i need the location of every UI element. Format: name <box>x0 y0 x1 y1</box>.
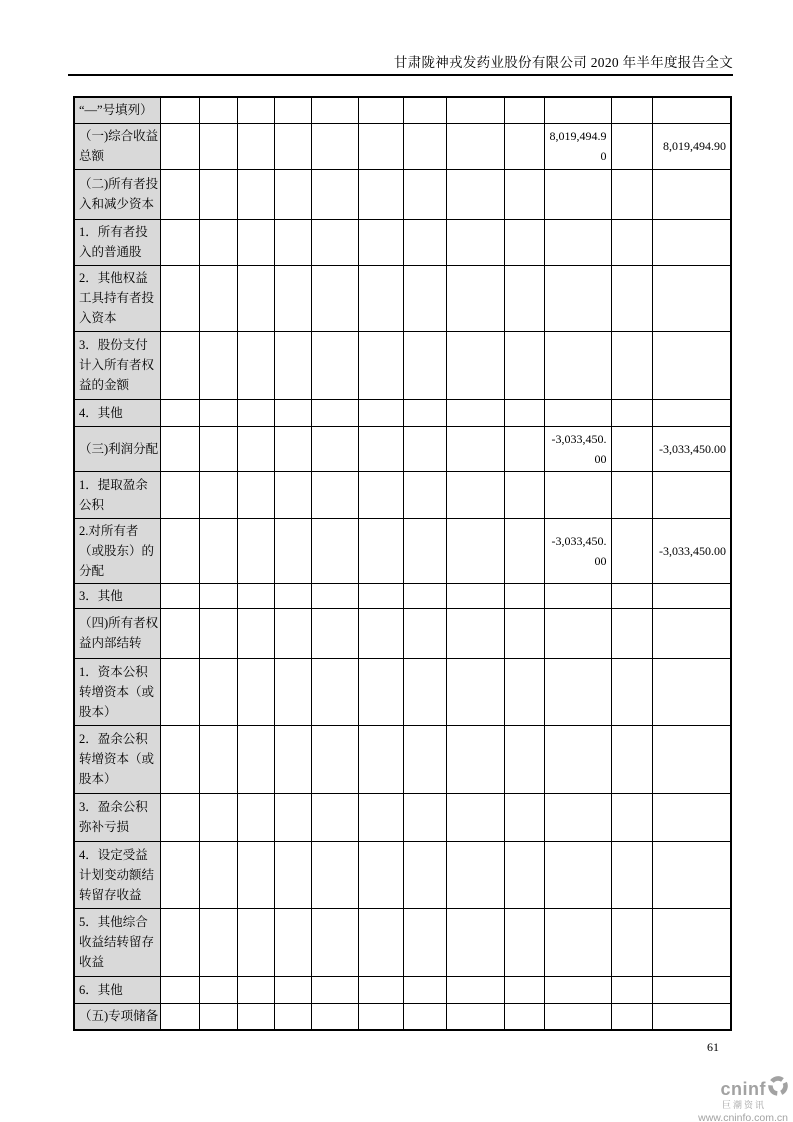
data-cell <box>611 725 652 793</box>
row-label: 2．盈余公积转增资本（或股本） <box>74 725 160 793</box>
table-row <box>74 1003 731 1030</box>
data-cell <box>403 123 446 169</box>
row-label: 1．资本公积转增资本（或股本） <box>74 658 160 725</box>
table-row <box>74 725 731 793</box>
table-row <box>74 169 731 219</box>
data-cell <box>160 841 199 908</box>
data-cell <box>274 841 311 908</box>
data-cell <box>403 219 446 265</box>
data-cell <box>652 725 731 793</box>
row-label: 6．其他 <box>74 976 160 1003</box>
data-cell <box>504 908 544 976</box>
data-cell <box>160 1003 199 1030</box>
data-cell <box>652 583 731 608</box>
data-cell <box>199 725 237 793</box>
data-cell <box>611 841 652 908</box>
data-cell <box>311 583 358 608</box>
table-row <box>74 608 731 658</box>
table-row <box>74 399 731 426</box>
data-cell <box>237 518 274 583</box>
data-cell <box>446 471 504 518</box>
data-cell <box>504 583 544 608</box>
data-cell <box>311 658 358 725</box>
data-cell <box>160 265 199 331</box>
data-cell <box>237 658 274 725</box>
data-cell <box>611 1003 652 1030</box>
data-cell <box>446 841 504 908</box>
data-cell <box>504 471 544 518</box>
data-cell <box>611 265 652 331</box>
data-cell <box>237 399 274 426</box>
data-cell <box>544 583 611 608</box>
data-cell <box>311 908 358 976</box>
table-row <box>74 331 731 399</box>
data-cell <box>274 793 311 841</box>
data-cell: -3,033,450.00 <box>544 426 611 471</box>
table-row <box>74 471 731 518</box>
data-cell <box>160 331 199 399</box>
data-cell <box>504 976 544 1003</box>
row-label: 1．提取盈余公积 <box>74 471 160 518</box>
data-cell <box>504 265 544 331</box>
data-cell <box>274 471 311 518</box>
data-cell <box>237 97 274 123</box>
data-cell <box>274 608 311 658</box>
table-row <box>74 123 731 169</box>
data-cell <box>199 658 237 725</box>
data-cell <box>446 976 504 1003</box>
table-row <box>74 841 731 908</box>
data-cell <box>446 658 504 725</box>
data-cell <box>446 426 504 471</box>
data-cell: 8,019,494.90 <box>544 123 611 169</box>
data-cell: -3,033,450.00 <box>652 518 731 583</box>
data-cell <box>403 399 446 426</box>
data-cell <box>403 169 446 219</box>
data-cell <box>199 399 237 426</box>
row-label: （三)利润分配 <box>74 426 160 471</box>
data-cell <box>160 97 199 123</box>
page-header-title: 甘肃陇神戎发药业股份有限公司 2020 年半年度报告全文 <box>393 55 733 70</box>
data-cell <box>446 725 504 793</box>
data-cell <box>446 608 504 658</box>
data-cell <box>311 608 358 658</box>
data-cell <box>199 841 237 908</box>
row-label: 3．其他 <box>74 583 160 608</box>
table-row <box>74 658 731 725</box>
data-cell <box>311 331 358 399</box>
data-cell <box>611 793 652 841</box>
data-cell <box>544 399 611 426</box>
equity-change-table <box>73 96 732 1031</box>
data-cell <box>544 471 611 518</box>
data-cell <box>544 841 611 908</box>
data-cell <box>652 471 731 518</box>
data-cell <box>274 426 311 471</box>
data-cell <box>652 658 731 725</box>
data-cell <box>160 471 199 518</box>
data-cell <box>652 976 731 1003</box>
data-cell <box>403 331 446 399</box>
data-cell <box>611 518 652 583</box>
data-cell <box>446 331 504 399</box>
data-cell <box>504 399 544 426</box>
data-cell <box>311 265 358 331</box>
row-label: 5．其他综合收益结转留存收益 <box>74 908 160 976</box>
row-label: （一)综合收益总额 <box>74 123 160 169</box>
data-cell <box>544 793 611 841</box>
data-cell <box>199 265 237 331</box>
data-cell <box>358 1003 403 1030</box>
data-cell <box>504 1003 544 1030</box>
data-cell <box>611 426 652 471</box>
data-cell <box>237 169 274 219</box>
row-label: 3．股份支付计入所有者权益的金额 <box>74 331 160 399</box>
data-cell <box>358 518 403 583</box>
data-cell <box>544 976 611 1003</box>
data-cell <box>544 265 611 331</box>
data-cell <box>446 219 504 265</box>
data-cell <box>358 793 403 841</box>
row-label: （二)所有者投入和减少资本 <box>74 169 160 219</box>
data-cell <box>652 331 731 399</box>
data-cell <box>237 725 274 793</box>
data-cell <box>611 471 652 518</box>
table-row <box>74 583 731 608</box>
data-cell <box>237 1003 274 1030</box>
data-cell <box>358 399 403 426</box>
row-label: 2．其他权益工具持有者投入资本 <box>74 265 160 331</box>
data-cell <box>544 97 611 123</box>
data-cell <box>358 471 403 518</box>
data-cell: -3,033,450.00 <box>544 518 611 583</box>
data-cell <box>311 97 358 123</box>
row-label: （四)所有者权益内部结转 <box>74 608 160 658</box>
data-cell <box>199 1003 237 1030</box>
data-cell <box>544 219 611 265</box>
data-cell <box>652 265 731 331</box>
data-cell <box>199 608 237 658</box>
data-cell <box>446 793 504 841</box>
data-cell <box>358 976 403 1003</box>
data-cell <box>311 123 358 169</box>
table-row <box>74 219 731 265</box>
data-cell <box>504 608 544 658</box>
data-cell <box>544 658 611 725</box>
data-cell <box>160 793 199 841</box>
data-cell <box>403 976 446 1003</box>
data-cell <box>652 97 731 123</box>
data-cell <box>446 123 504 169</box>
row-label: 4．设定受益计划变动额结转留存收益 <box>74 841 160 908</box>
cninfo-caption-text: 巨潮资讯 <box>721 1100 766 1110</box>
data-cell <box>358 841 403 908</box>
data-cell <box>274 908 311 976</box>
data-cell <box>358 169 403 219</box>
data-cell <box>358 608 403 658</box>
data-cell <box>403 97 446 123</box>
data-cell <box>403 471 446 518</box>
data-cell <box>403 841 446 908</box>
data-cell <box>311 399 358 426</box>
data-cell <box>611 169 652 219</box>
data-cell <box>274 265 311 331</box>
data-cell <box>199 331 237 399</box>
cninfo-swirl-icon <box>768 1076 788 1101</box>
data-cell <box>446 583 504 608</box>
data-cell <box>199 583 237 608</box>
data-cell <box>274 518 311 583</box>
data-cell <box>160 908 199 976</box>
data-cell <box>403 908 446 976</box>
data-cell <box>611 123 652 169</box>
header-divider <box>68 74 733 76</box>
data-cell <box>403 426 446 471</box>
data-cell <box>504 518 544 583</box>
data-cell <box>504 658 544 725</box>
data-cell <box>652 219 731 265</box>
data-cell <box>274 97 311 123</box>
data-cell <box>311 725 358 793</box>
data-cell <box>504 793 544 841</box>
data-cell <box>504 219 544 265</box>
data-cell <box>652 793 731 841</box>
cninfo-url-text: www.cninfo.com.cn <box>698 1112 788 1122</box>
table-row <box>74 518 731 583</box>
data-cell <box>160 658 199 725</box>
data-cell <box>358 219 403 265</box>
data-cell <box>544 608 611 658</box>
data-cell <box>160 608 199 658</box>
table-row <box>74 908 731 976</box>
data-cell <box>544 331 611 399</box>
data-cell <box>403 725 446 793</box>
data-cell <box>274 1003 311 1030</box>
data-cell <box>237 841 274 908</box>
data-cell <box>237 123 274 169</box>
page-number: 61 <box>707 1040 719 1054</box>
data-cell <box>358 725 403 793</box>
data-cell <box>311 219 358 265</box>
data-cell <box>446 908 504 976</box>
data-cell <box>652 399 731 426</box>
data-cell <box>504 169 544 219</box>
data-cell <box>611 976 652 1003</box>
data-cell <box>311 518 358 583</box>
data-cell <box>199 793 237 841</box>
data-cell: 8,019,494.90 <box>652 123 731 169</box>
data-cell <box>358 97 403 123</box>
data-cell <box>311 426 358 471</box>
data-cell <box>544 725 611 793</box>
data-cell <box>446 169 504 219</box>
data-cell <box>199 976 237 1003</box>
table-row <box>74 793 731 841</box>
data-cell <box>504 426 544 471</box>
data-cell <box>160 976 199 1003</box>
data-cell <box>611 331 652 399</box>
data-cell <box>274 331 311 399</box>
data-cell <box>160 426 199 471</box>
data-cell <box>199 426 237 471</box>
data-cell <box>237 471 274 518</box>
data-cell <box>274 583 311 608</box>
data-cell <box>237 265 274 331</box>
data-cell <box>274 169 311 219</box>
row-label: 1．所有者投入的普通股 <box>74 219 160 265</box>
data-cell <box>652 908 731 976</box>
data-cell <box>237 331 274 399</box>
cninfo-brand-text: cninf <box>720 1078 766 1099</box>
data-cell <box>611 97 652 123</box>
data-cell <box>237 793 274 841</box>
data-cell <box>199 471 237 518</box>
data-cell <box>237 583 274 608</box>
data-cell <box>358 123 403 169</box>
data-cell <box>311 169 358 219</box>
data-cell <box>160 725 199 793</box>
data-cell <box>160 169 199 219</box>
data-cell <box>446 399 504 426</box>
data-cell <box>311 471 358 518</box>
row-label: （五)专项储备 <box>74 1003 160 1030</box>
table-row <box>74 426 731 471</box>
data-cell <box>160 583 199 608</box>
table-row <box>74 97 731 123</box>
data-cell <box>358 908 403 976</box>
data-cell <box>544 908 611 976</box>
data-cell <box>311 841 358 908</box>
data-cell <box>446 265 504 331</box>
data-cell <box>544 1003 611 1030</box>
data-cell <box>311 976 358 1003</box>
row-label: 4．其他 <box>74 399 160 426</box>
data-cell <box>611 658 652 725</box>
cninfo-logo <box>698 1076 788 1122</box>
row-label: “—”号填列） <box>74 97 160 123</box>
data-cell <box>274 399 311 426</box>
data-cell <box>403 518 446 583</box>
data-cell <box>403 793 446 841</box>
data-cell <box>544 169 611 219</box>
data-cell <box>611 908 652 976</box>
data-cell <box>160 518 199 583</box>
data-cell <box>199 123 237 169</box>
data-cell <box>199 219 237 265</box>
data-cell <box>652 169 731 219</box>
data-cell <box>199 518 237 583</box>
data-cell <box>274 725 311 793</box>
data-cell <box>652 1003 731 1030</box>
data-cell <box>358 583 403 608</box>
data-cell <box>274 123 311 169</box>
data-cell <box>403 265 446 331</box>
data-cell <box>237 908 274 976</box>
data-cell <box>504 123 544 169</box>
data-cell <box>311 793 358 841</box>
data-cell <box>403 658 446 725</box>
data-cell <box>403 608 446 658</box>
data-cell <box>199 169 237 219</box>
data-cell <box>446 518 504 583</box>
data-cell <box>403 1003 446 1030</box>
table-row <box>74 265 731 331</box>
data-cell <box>504 331 544 399</box>
data-cell <box>446 1003 504 1030</box>
data-cell <box>611 608 652 658</box>
data-cell <box>199 908 237 976</box>
data-cell <box>504 841 544 908</box>
table-row <box>74 976 731 1003</box>
data-cell <box>652 841 731 908</box>
data-cell <box>504 97 544 123</box>
data-cell <box>652 608 731 658</box>
data-cell <box>237 219 274 265</box>
data-cell: -3,033,450.00 <box>652 426 731 471</box>
data-cell <box>199 97 237 123</box>
row-label: 2.对所有者（或股东）的分配 <box>74 518 160 583</box>
data-cell <box>446 97 504 123</box>
data-cell <box>611 219 652 265</box>
data-cell <box>611 399 652 426</box>
data-cell <box>274 219 311 265</box>
data-cell <box>358 658 403 725</box>
data-cell <box>160 123 199 169</box>
data-cell <box>358 331 403 399</box>
data-cell <box>274 658 311 725</box>
data-cell <box>274 976 311 1003</box>
data-cell <box>358 265 403 331</box>
data-cell <box>237 426 274 471</box>
data-cell <box>403 583 446 608</box>
data-cell <box>237 608 274 658</box>
data-cell <box>504 725 544 793</box>
data-cell <box>358 426 403 471</box>
data-cell <box>311 1003 358 1030</box>
data-cell <box>160 399 199 426</box>
data-cell <box>611 583 652 608</box>
data-cell <box>160 219 199 265</box>
row-label: 3．盈余公积弥补亏损 <box>74 793 160 841</box>
data-cell <box>237 976 274 1003</box>
